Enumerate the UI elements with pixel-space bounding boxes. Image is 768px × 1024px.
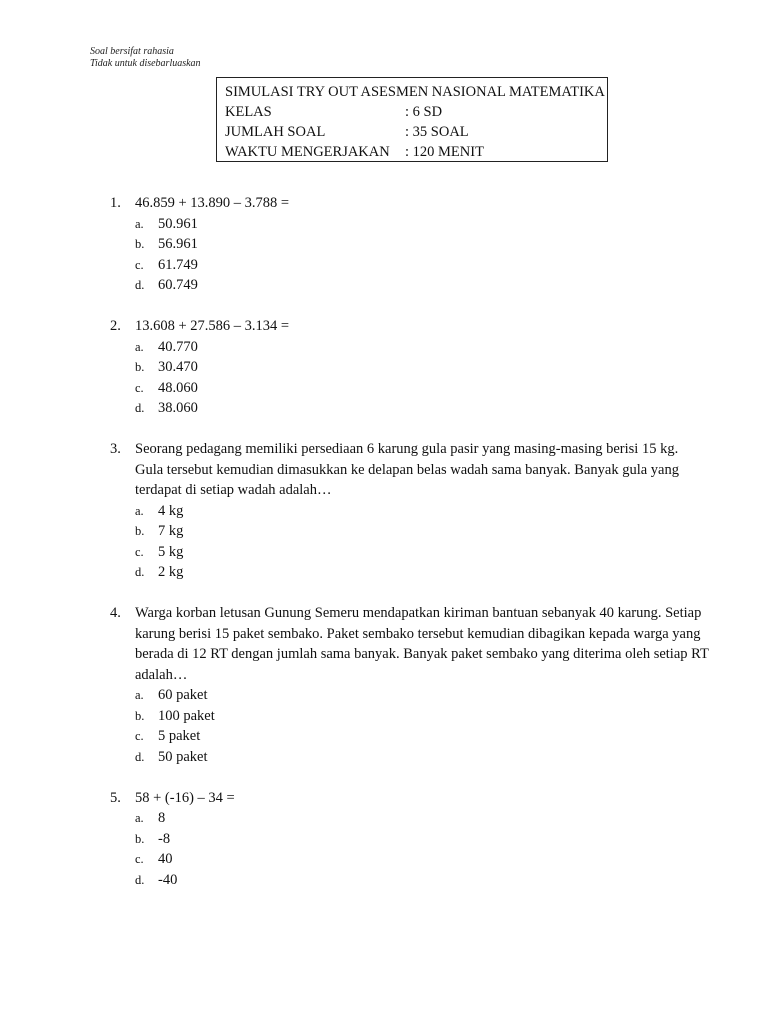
question-number: 2. <box>110 318 121 334</box>
answer-options <box>110 685 710 767</box>
option-d <box>110 747 710 768</box>
option-text: 5 paket <box>158 728 201 744</box>
option-letter: c. <box>135 380 144 395</box>
info-value: : 120 MENIT <box>405 144 484 160</box>
option-d <box>110 562 710 583</box>
answer-options <box>110 808 710 890</box>
option-text: 100 paket <box>158 707 215 724</box>
confidential-note <box>90 46 201 70</box>
option-letter: c. <box>135 729 144 743</box>
question-text: 46.859 + 13.890 – 3.788 = <box>135 195 290 211</box>
option-c <box>110 378 710 399</box>
info-row-time <box>225 142 607 162</box>
option-letter: b. <box>135 831 145 846</box>
option-text: 60.749 <box>158 277 198 293</box>
option-b <box>110 234 710 255</box>
option-text: 40.770 <box>158 338 198 355</box>
option-text: -8 <box>158 830 171 847</box>
question-number: 5. <box>110 789 121 806</box>
confidential-note-line2: Tidak untuk disebarluaskan <box>90 58 201 69</box>
answer-options <box>110 337 710 419</box>
option-letter: c. <box>135 852 144 866</box>
question-list <box>110 193 710 911</box>
question-number: 1. <box>110 195 121 211</box>
option-text: 56.961 <box>158 236 198 252</box>
info-value: : 35 SOAL <box>405 124 469 140</box>
option-text: 7 kg <box>158 523 184 539</box>
question-2 <box>110 316 710 419</box>
info-row-class <box>225 102 607 122</box>
question-4 <box>110 603 710 767</box>
option-c <box>110 542 710 563</box>
exam-title: SIMULASI TRY OUT ASESMEN NASIONAL MATEMATIKA <box>225 84 605 100</box>
answer-options <box>110 214 710 296</box>
question-text: Warga korban letusan Gunung Semeru mendapatkan kiriman bantuan sebanyak 40 karung. Setiap karung berisi 15 paket sembako. Paket sembako tersebut kemudian dibagikan kepada warga yang berada di 12 RT dengan jumlah sama banyak. Banyak paket sembako yang diterima oleh setiap RT adalah… <box>135 605 709 683</box>
option-letter: c. <box>135 544 144 559</box>
option-c <box>110 849 710 870</box>
question-number: 3. <box>110 441 121 457</box>
option-text: 48.060 <box>158 379 198 396</box>
question-text: 58 + (-16) – 34 = <box>135 789 235 806</box>
option-text: 8 <box>158 810 166 826</box>
option-letter: a. <box>135 688 144 702</box>
option-letter: a. <box>135 339 144 354</box>
option-a <box>110 808 710 829</box>
option-b <box>110 706 710 727</box>
option-d <box>110 275 710 296</box>
option-letter: c. <box>135 257 144 272</box>
option-b <box>110 357 710 378</box>
answer-options <box>110 501 710 583</box>
question-1 <box>110 193 710 296</box>
exam-info-box <box>216 77 608 162</box>
option-letter: b. <box>135 237 145 251</box>
option-letter: a. <box>135 503 144 518</box>
option-text: 50 paket <box>158 748 208 765</box>
option-letter: a. <box>135 216 144 231</box>
option-letter: b. <box>135 708 145 723</box>
option-a <box>110 501 710 522</box>
option-letter: a. <box>135 811 144 825</box>
info-row-question-count <box>225 122 607 142</box>
option-text: 30.470 <box>158 359 198 375</box>
question-3 <box>110 439 710 583</box>
question-number: 4. <box>110 605 121 621</box>
option-letter: d. <box>135 278 145 292</box>
info-label: JUMLAH SOAL <box>225 124 326 140</box>
option-letter: d. <box>135 872 145 887</box>
option-letter: d. <box>135 749 145 764</box>
option-letter: d. <box>135 565 145 579</box>
question-text: Seorang pedagang memiliki persediaan 6 karung gula pasir yang masing-masing berisi 15 kg. Gula tersebut kemudian dimasukkan ke delapan belas wadah sama banyak. Banyak gula yang terdapat di setiap wadah adalah… <box>135 441 679 498</box>
option-text: 60 paket <box>158 687 208 703</box>
option-d <box>110 398 710 419</box>
question-text: 13.608 + 27.586 – 3.134 = <box>135 318 290 334</box>
option-text: -40 <box>158 871 178 888</box>
option-letter: b. <box>135 360 145 374</box>
option-c <box>110 255 710 276</box>
option-a <box>110 337 710 358</box>
option-b <box>110 521 710 542</box>
option-a <box>110 685 710 706</box>
option-a <box>110 214 710 235</box>
option-letter: d. <box>135 401 145 415</box>
option-d <box>110 870 710 891</box>
option-text: 4 kg <box>158 502 184 519</box>
option-c <box>110 726 710 747</box>
option-text: 50.961 <box>158 215 198 232</box>
option-b <box>110 829 710 850</box>
info-label: WAKTU MENGERJAKAN <box>225 144 390 160</box>
confidential-note-line1: Soal bersifat rahasia <box>90 46 174 57</box>
option-text: 61.749 <box>158 256 198 273</box>
option-letter: b. <box>135 524 145 538</box>
question-5 <box>110 788 710 891</box>
option-text: 40 <box>158 851 173 867</box>
option-text: 2 kg <box>158 564 184 580</box>
option-text: 5 kg <box>158 543 184 560</box>
info-value: : 6 SD <box>405 104 443 120</box>
info-label: KELAS <box>225 104 272 120</box>
option-text: 38.060 <box>158 400 198 416</box>
